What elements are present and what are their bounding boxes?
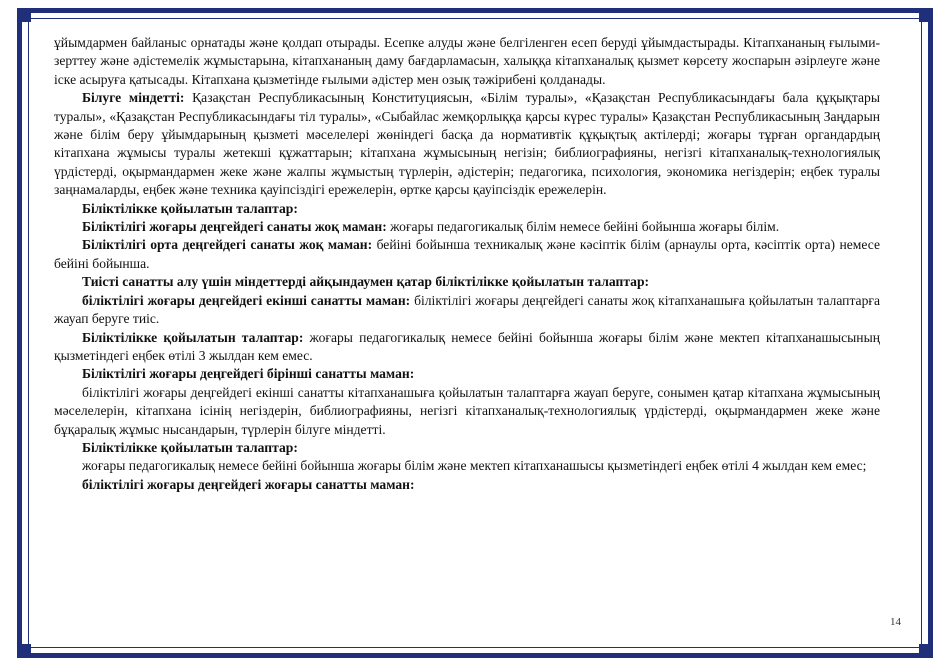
paragraph — [54, 273, 880, 291]
paragraph-bold-lead: Білуге міндетті: — [82, 90, 185, 106]
border-corner-bottom-right — [919, 644, 933, 658]
paragraph-text: жоғары педагогикалық немесе бейіні бойынша жоғары білім және мектеп кітапханашысының қызметіндегі еңбек өтілі 3 жылдан кем емес. — [54, 329, 880, 363]
border-corner-bottom-left — [17, 644, 31, 658]
paragraph — [54, 457, 880, 475]
paragraph-bold-lead: Біліктілікке қойылатын талаптар: — [82, 439, 298, 455]
paragraph-text: біліктілігі жоғары деңгейдегі екінші санатты кітапханашыға қойылатын талаптарға жауап беруге, сонымен қатар кітапхана жұмысының мәселелерін, кітапхана ісінің негіздерін, библиографияны, негізгі кітапханалық-технологиялық үрдістерді, оқырмандармен жеке және бұқаралық жұмыс нысандарын, түрлерін білуге міндетті. — [54, 384, 880, 437]
paragraph — [54, 329, 880, 366]
paragraph — [54, 292, 880, 329]
paragraph-bold-lead: Біліктілікке қойылатын талаптар: — [82, 200, 298, 216]
border-corner-top-right — [919, 8, 933, 22]
paragraph — [54, 218, 880, 236]
page-number: 14 — [890, 616, 901, 628]
paragraph — [54, 476, 880, 494]
paragraph — [54, 384, 880, 439]
paragraph — [54, 89, 880, 199]
paragraph-text: Қазақстан Республикасының Конституциясын, «Білім туралы», «Қазақстан Республикасындағы бала құқықтары туралы», «Қазақстан Республикасындағы тіл туралы», «Сыбайлас жемқорлыққа қарсы күрес туралы» Қазақстан Республикасының Заңдарын және білім беру ұйымдарының қызметі мәселелері жөніндегі басқа да нормативтік құқықтық актілерді; жоғары тұрған органдардың кітапхана жұмысы туралы жетекші құжаттарын; кітапхана жұмысының негізін; библиографияны, негізгі кітапханалық-технологиялық үрдістерді, оқырмандармен жеке және жалпы жұмыстың түрлерін, әдістерін; педагогика, психология, экономика негіздерін; еңбек туралы заңнамаларды, еңбек және техника қауіпсіздігі ережелерін, өртке қарсы қауіпсіздік ережелерін. — [54, 90, 880, 198]
paragraph-bold-lead: Біліктілікке қойылатын талаптар: — [82, 329, 304, 345]
paragraph-text: ұйымдармен байланыс орнатады және қолдап отырады. Есепке алуды және белгіленген есеп беруді ұйымдастырады. Кітапхананың ғылыми-зерттеу және әдістемелік жұмыстарына, кітапхананың даму бағдарламасын, халыққа кітапханалық қызмет көрсету жоспарын әзірлеуге және іске асыруға қатысады. Кітапхана қызметінде ғылыми әдістер мен озық тәжірибені қолданады. — [54, 35, 880, 87]
paragraph-bold-lead: Біліктілігі жоғары деңгейдегі бірінші санатты маман: — [82, 366, 415, 382]
paragraph-bold-lead: Біліктілігі орта деңгейдегі санаты жоқ маман: — [82, 237, 373, 253]
paragraph-bold-lead: біліктілігі жоғары деңгейдегі екінші санатты маман: — [82, 292, 411, 308]
paragraph-text: жоғары педагогикалық немесе бейіні бойынша жоғары білім және мектеп кітапханашысы қызметіндегі еңбек өтілі 4 жылдан кем емес; — [82, 458, 867, 474]
document-body — [54, 34, 880, 494]
paragraph — [54, 236, 880, 273]
paragraph — [54, 365, 880, 383]
paragraph — [54, 200, 880, 218]
paragraph-text: жоғары педагогикалық білім немесе бейіні бойынша жоғары білім. — [386, 219, 780, 235]
paragraph-bold-lead: Тиісті санатты алу үшін міндеттерді айқындаумен қатар біліктілікке қойылатын талаптар: — [82, 274, 650, 290]
paragraph-text: біліктілігі жоғары деңгейдегі санаты жоқ кітапханашыға қойылатын талаптарға жауап беруге тиіс. — [54, 292, 880, 327]
paragraph-text: бейіні бойынша техникалық және кәсіптік білім (арнаулы орта, кәсіптік орта) немесе бейіні бойынша. — [54, 237, 880, 271]
paragraph-bold-lead: біліктілігі жоғары деңгейдегі жоғары санатты маман: — [82, 476, 415, 492]
paragraph — [54, 439, 880, 457]
paragraph-bold-lead: Біліктілігі жоғары деңгейдегі санаты жоқ маман: — [82, 219, 387, 235]
border-corner-top-left — [17, 8, 31, 22]
paragraph — [54, 34, 880, 89]
